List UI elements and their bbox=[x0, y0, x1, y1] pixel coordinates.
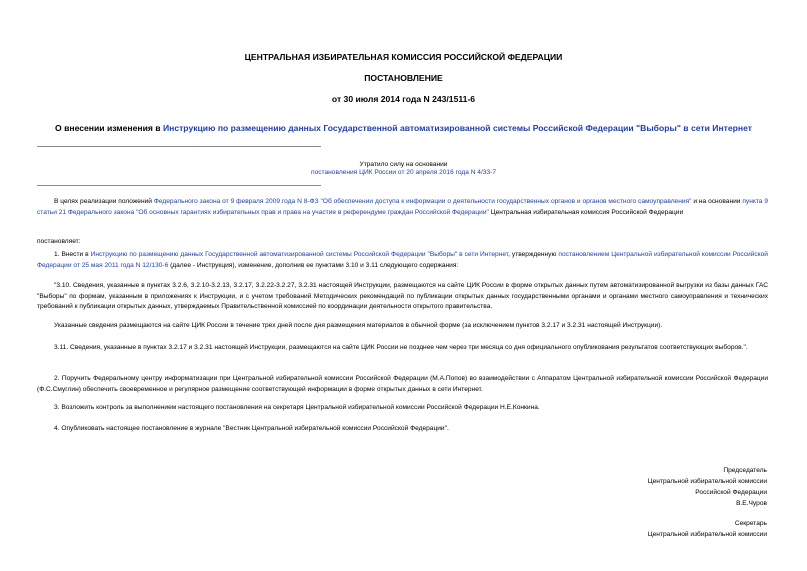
federal-law-link[interactable]: Федерального закона от 9 февраля 2009 года N 8-ФЗ "Об обеспечении доступа к информации о деятельности государственных органов и органов местного самоуправления" bbox=[153, 198, 692, 205]
secretary-org-1: Центральной избирательной комиссии bbox=[647, 531, 767, 538]
chairman-name: В.Е.Чуров bbox=[736, 500, 767, 507]
item-4-paragraph: 4. Опубликовать настоящее постановление в журнале "Вестник Центральной избирательной комиссии Российской Федерации". bbox=[54, 425, 449, 432]
secretary-signature bbox=[648, 518, 767, 540]
item-1-text-1: 1. Внести в bbox=[54, 251, 91, 258]
item-1-text-3: (далее - Инструкция), изменение, дополнив ее пунктами 3.10 и 3.11 следующего содержания: bbox=[168, 261, 459, 269]
chairman-signature bbox=[648, 465, 767, 509]
quote-info-paragraph: Указанные сведения размещаются на сайте ЦИК России в течение трех дней после дня размещения материалов в обычной форме (за исключением пунктов 3.2.17 и 3.2.31 настоящей Инструкции). bbox=[54, 322, 663, 329]
preamble-paragraph bbox=[37, 197, 768, 218]
article-link[interactable]: пункта 9 статьи 21 Федерального закона "Об основных гарантиях избирательных прав и права на участие в референдуме граждан Российской Федерации" bbox=[37, 198, 768, 216]
chairman-org-2: Российской Федерации bbox=[695, 489, 767, 496]
resolves-label: постановляет: bbox=[37, 238, 81, 245]
divider-top bbox=[37, 146, 321, 147]
item-1-text-2: , утвержденную bbox=[508, 251, 559, 258]
quote-3-11-paragraph: 3.11. Сведения, указанные в пунктах 3.2.17 и 3.2.31 настоящей Инструкции, размещаются на сайте ЦИК России не позднее чем через три месяца со дня официального опубликования результатов соответствующих выборов.". bbox=[54, 344, 748, 351]
org-heading: ЦЕНТРАЛЬНАЯ ИЗБИРАТЕЛЬНАЯ КОМИССИЯ РОССИЙСКОЙ ФЕДЕРАЦИИ bbox=[244, 52, 563, 62]
status-note bbox=[0, 161, 807, 177]
preamble-text-2: и на основании bbox=[691, 198, 743, 205]
instruction-link[interactable]: Инструкцию по размещению данных Государственной автоматизированной системы Российской Федерации "Выборы" в сети Интернет bbox=[162, 123, 752, 133]
date-number-heading: от 30 июля 2014 года N 243/1511-6 bbox=[331, 94, 476, 104]
item-1-resolution-link[interactable]: постановлением Центральной избирательной комиссии Российской Федерации от 25 мая 2011 года N 12/130-6 bbox=[37, 251, 768, 269]
item-2-paragraph: 2. Поручить Федеральному центру информатизации при Центральной избирательной комиссии Российской Федерации (М.А.Попов) во взаимодействии с Аппаратом Центральной избирательной комиссии Российской Федерации (Ф.С.Смуглин) обеспечить своевременное и регулярное размещение соответствующей информации в форме открытых данных в сети Интернет. bbox=[37, 375, 768, 393]
item-1-instruction-link[interactable]: Инструкцию по размещению данных Государственной автоматизированной системы Российской Федерации "Выборы" в сети Интернет bbox=[90, 251, 509, 258]
item-1-paragraph bbox=[37, 250, 768, 271]
preamble-text-1: В целях реализации положений bbox=[54, 198, 154, 205]
preamble-text-3: Центральная избирательная комиссия Российской Федерации bbox=[488, 208, 684, 216]
quote-3-10-paragraph: "3.10. Сведения, указанные в пунктах 3.2.6, 3.2.10-3.2.13, 3.2.17, 3.2.22-3.2.27, 3.2.31 настоящей Инструкции, размещаются на сайте ЦИК России в форме открытых данных путем автоматизированной выгрузки из базы данных ГАС "Выборы" по формам, указанным в приложениях к Инструкции, и с учетом требований Методических рекомендаций по публикации открытых данных государственными органами и органами местного самоуправления и технических требований к публикации открытых данных, утверждаемых Правительственной комиссией по координации деятельности открытого правительства. bbox=[37, 282, 768, 310]
doc-type-heading: ПОСТАНОВЛЕНИЕ bbox=[364, 73, 443, 83]
secretary-role: Секретарь bbox=[734, 520, 767, 527]
divider-bottom bbox=[37, 185, 321, 186]
status-line: Утратило силу на основании bbox=[359, 161, 448, 168]
chairman-org-1: Центральной избирательной комиссии bbox=[647, 478, 767, 485]
title-prefix: О внесении изменения в bbox=[55, 123, 163, 133]
repeal-link[interactable]: постановления ЦИК России от 20 апреля 2016 года N 4/33-7 bbox=[311, 169, 496, 176]
chairman-role: Председатель bbox=[723, 467, 767, 474]
document-title bbox=[0, 123, 807, 133]
item-3-paragraph: 3. Возложить контроль за выполнением настоящего постановления на секретаря Центральной избирательной комиссии Российской Федерации Н.Е.Конкина. bbox=[54, 404, 540, 411]
